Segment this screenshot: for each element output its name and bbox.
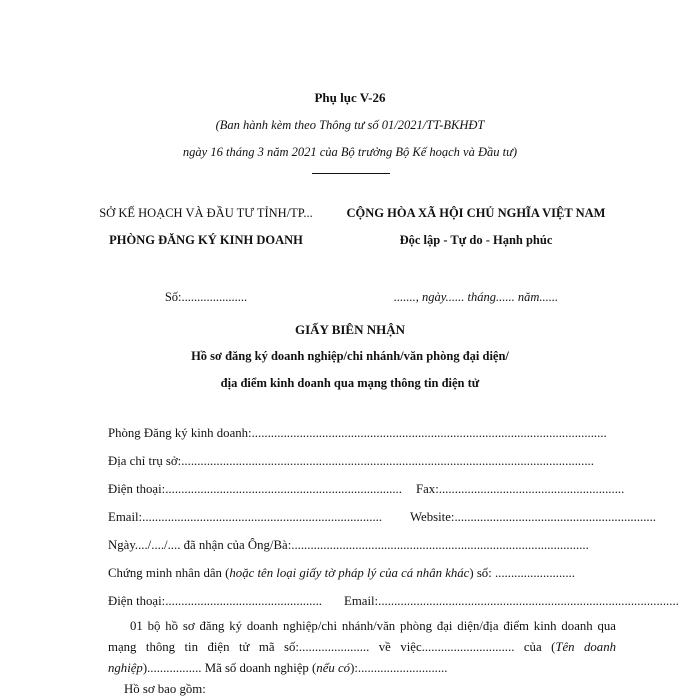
document-subtitle-line-2: địa điểm kinh doanh qua mạng thông tin điện tử [220,376,480,390]
documents-heading: Hồ sơ bao gồm: [124,682,206,696]
field-phone-2: Điện thoại:................................................. [108,594,322,608]
receipt-text-2: )................. Mã số doanh nghiệp ( [142,661,317,675]
field-phone: Điện thoại:.......................................................................... [108,482,402,496]
issued-by-line-1: (Ban hành kèm theo Thông tư số 01/2021/TT-BKHĐT [215,118,485,132]
appendix-title: Phụ lục V-26 [314,90,386,105]
id-label-suffix: ) số: ......................... [469,566,575,580]
field-registration-office: Phòng Đăng ký kinh doanh:............................................................................................................... [108,426,607,440]
field-email: Email:........................................................................... [108,510,383,524]
field-email-2: Email:.............................................................................................. [344,594,679,608]
issued-by-line-2: ngày 16 tháng 3 năm 2021 của Bộ trưởng Bộ Kế hoạch và Đầu tư) [182,145,518,159]
document-subtitle-line-1: Hồ sơ đăng ký doanh nghiệp/chi nhánh/văn phòng đại diện/ [191,349,509,363]
receipt-text-1: 01 bộ hồ sơ đăng ký doanh nghiệp/chi nhánh/văn phòng đại diện/địa điểm kinh doanh qua mạng thông tin điện tử mã số:...................... về việc............................. của ( [108,619,616,654]
department-name: SỞ KẾ HOẠCH VÀ ĐẦU TƯ TỈNH/TP... [99,206,313,220]
document-title: GIẤY BIÊN NHẬN [294,322,406,337]
receipt-italic-2: nếu có [316,661,351,675]
receipt-paragraph [108,616,616,679]
id-label-italic: hoặc tên loại giấy tờ pháp lý của cá nhân khác [229,566,470,580]
field-website: Website:............................................................... [410,510,657,524]
receipt-italic-1: Tên doanh nghiệp [108,640,616,675]
national-motto: Độc lập - Tự do - Hạnh phúc [399,233,553,247]
field-fax: Fax:.......................................................... [416,482,625,496]
receipt-text-3: ):............................ [350,661,448,675]
office-name: PHÒNG ĐĂNG KÝ KINH DOANH [109,233,303,247]
field-head-office-address: Địa chỉ trụ sở:................................................................................................................................. [108,454,594,468]
country-name: CỘNG HÒA XÃ HỘI CHỦ NGHĨA VIỆT NAM [346,206,606,220]
header-divider [312,173,390,174]
issue-date: ......., ngày...... tháng...... năm...... [393,290,559,304]
id-label-prefix: Chứng minh nhân dân ( [108,566,230,580]
field-received-from: Ngày..../..../.... đã nhận của Ông/Bà:............................................................................................. [108,538,589,552]
document-number: Số:..................... [164,290,248,304]
field-id-number [108,566,616,581]
